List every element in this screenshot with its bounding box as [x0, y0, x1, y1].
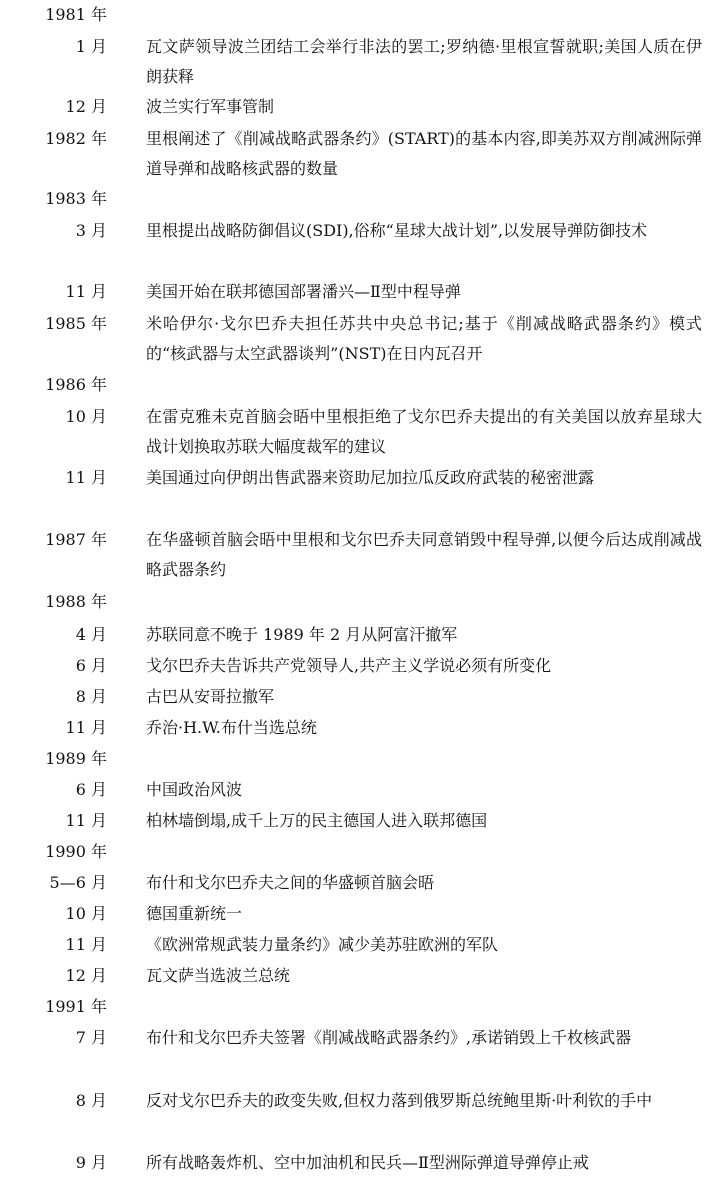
- entry-date: 7 月: [75, 1028, 107, 1047]
- entry-date: 1988 年: [45, 592, 107, 611]
- entry-date: 1989 年: [45, 749, 107, 768]
- entry-text: 柏林墙倒塌,成千上万的民主德国人进入联邦德国: [146, 811, 488, 830]
- entry-text: 里根提出战略防御倡议(SDI),俗称“星球大战计划”,以发展导弹防御技术: [146, 221, 648, 240]
- entry-text: 瓦文萨领导波兰团结工会举行非法的罢工;罗纳德·里根宣誓就职;美国人质在伊朗获释: [146, 37, 702, 86]
- entry-date: 1981 年: [45, 5, 107, 24]
- entry-text: 米哈伊尔·戈尔巴乔夫担任苏共中央总书记;基于《削减战略武器条约》模式的“核武器与太空武器谈判”(NST)在日内瓦召开: [146, 314, 702, 363]
- entry-date: 12 月: [65, 97, 107, 116]
- entry-date: 1983 年: [45, 189, 107, 208]
- entry-date: 11 月: [65, 935, 107, 954]
- entry-date: 1990 年: [45, 842, 107, 861]
- entry-text: 乔治·H.W.布什当选总统: [146, 718, 317, 737]
- entry-date: 6 月: [75, 656, 107, 675]
- entry-date: 1 月: [75, 37, 107, 56]
- entry-date: 12 月: [65, 966, 107, 985]
- entry-text: 在华盛顿首脑会晤中里根和戈尔巴乔夫同意销毁中程导弹,以便今后达成削减战略武器条约: [146, 530, 702, 579]
- entry-text: 波兰实行军事管制: [146, 97, 275, 116]
- entry-text: 德国重新统一: [146, 904, 243, 923]
- entry-text: 布什和戈尔巴乔夫签署《削减战略武器条约》,承诺销毁上千枚核武器: [146, 1028, 632, 1047]
- entry-text: 《欧洲常规武装力量条约》减少美苏驻欧洲的军队: [146, 935, 499, 954]
- entry-date: 10 月: [65, 407, 107, 426]
- entry-text: 里根阐述了《削减战略武器条约》(START)的基本内容,即美苏双方削减洲际弹道导弹和战略核武器的数量: [146, 129, 702, 178]
- entry-date: 1982 年: [45, 129, 107, 148]
- entry-text: 在雷克雅未克首脑会晤中里根拒绝了戈尔巴乔夫提出的有关美国以放弃星球大战计划换取苏联大幅度裁军的建议: [146, 407, 702, 456]
- entry-text: 苏联同意不晚于 1989 年 2 月从阿富汗撤军: [146, 625, 458, 644]
- entry-text: 中国政治风波: [146, 780, 243, 799]
- entry-date: 10 月: [65, 904, 107, 923]
- entry-text: 美国通过向伊朗出售武器来资助尼加拉瓜反政府武装的秘密泄露: [146, 468, 595, 487]
- entry-text: 反对戈尔巴乔夫的政变失败,但权力落到俄罗斯总统鲍里斯·叶利钦的手中: [146, 1091, 653, 1110]
- entry-date: 9 月: [75, 1153, 107, 1172]
- entry-date: 1991 年: [45, 997, 107, 1016]
- entry-date: 1985 年: [45, 314, 107, 333]
- entry-date: 11 月: [65, 718, 107, 737]
- entry-text: 戈尔巴乔夫告诉共产党领导人,共产主义学说必须有所变化: [146, 656, 552, 675]
- entry-text: 古巴从安哥拉撤军: [146, 687, 275, 706]
- entry-date: 11 月: [65, 282, 107, 301]
- entry-date: 5—6 月: [49, 873, 107, 892]
- entry-date: 1987 年: [45, 530, 107, 549]
- entry-date: 1986 年: [45, 375, 107, 394]
- entry-text: 瓦文萨当选波兰总统: [146, 966, 291, 985]
- entry-date: 6 月: [75, 780, 107, 799]
- entry-date: 11 月: [65, 811, 107, 830]
- entry-text: 美国开始在联邦德国部署潘兴—Ⅱ型中程导弹: [146, 282, 461, 301]
- entry-date: 4 月: [75, 625, 107, 644]
- entry-date: 3 月: [75, 221, 107, 240]
- entry-text: 所有战略轰炸机、空中加油机和民兵—Ⅱ型洲际弹道导弹停止戒: [146, 1153, 589, 1172]
- entry-date: 8 月: [75, 687, 107, 706]
- entry-text: 布什和戈尔巴乔夫之间的华盛顿首脑会晤: [146, 873, 435, 892]
- entry-date: 8 月: [75, 1091, 107, 1110]
- entry-date: 11 月: [65, 468, 107, 487]
